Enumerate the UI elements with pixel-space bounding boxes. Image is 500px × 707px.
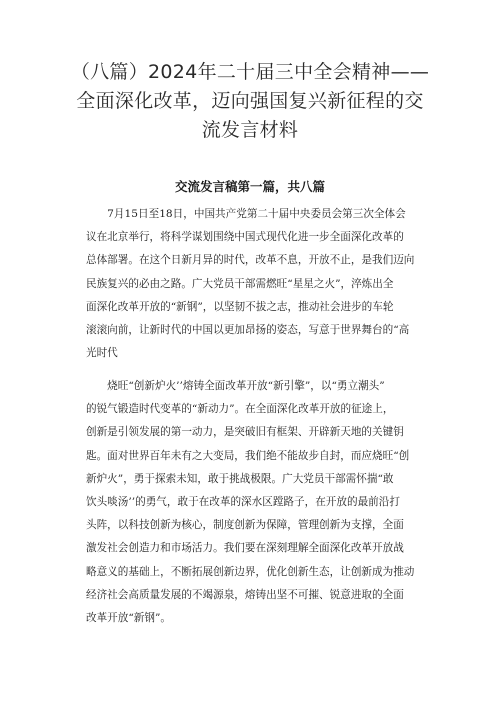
title-line-1: （八篇）2024年二十届三中全会精神—— (70, 61, 430, 83)
paragraph-line: 改革开放“新钢”。 (86, 612, 171, 625)
paragraph-line: 7月15日至18日，中国共产党第二十届中央委员会第三次全体会 (86, 208, 406, 220)
paragraph-line: 饮头啖汤’’的勇气，敢于在改革的深水区蹚路子，在开放的最前沿打 (86, 496, 400, 509)
paragraph-line: 创新是引领发展的第一动力，是突破旧有框架、开辟新天地的关键钥 (86, 426, 404, 439)
paragraph-line: 民族复兴的必由之路。广大党员干部需燃旺“星星之火”，淬炼出全 (86, 277, 394, 290)
paragraph-line: 经济社会高质量发展的不竭源泉，熔铸出坚不可摧、锐意进取的全面 (86, 588, 404, 601)
paragraph-line: 烧旺“创新炉火’’熔铸全面改革开放“新引擎”，以“勇立潮头” (86, 380, 385, 392)
paragraph-line: 面深化改革开放的“新钢”，以坚韧不拔之志，推动社会进步的车轮 (86, 300, 394, 313)
paragraph-2 (86, 375, 426, 630)
paragraph-line: 新炉火”，勇于探索未知，敢于挑战极限。广大党员干部需怀揣“敢 (86, 472, 394, 485)
paragraph-line: 的锐气锻造时代变革的“新动力”。在全面深化改革开放的征途上， (86, 403, 394, 416)
paragraph-line: 头阵，以科技创新为核心，制度创新为保障，管理创新为支撑，全面 (86, 519, 404, 532)
paragraph-1 (86, 203, 426, 365)
title-line-3: 流发言材料 (201, 119, 299, 141)
paragraph-line: 滚滚向前，让新时代的中国以更加昂扬的姿态，写意于世界舞台的“高 (86, 324, 410, 337)
section-subtitle: 交流发言稿第一篇，共八篇 (174, 179, 325, 194)
title-line-2: 全面深化改革，迈向强国复兴新征程的交 (76, 90, 424, 112)
paragraph-line: 匙。面对世界百年未有之大变局，我们绝不能故步自封，而应烧旺“创 (86, 449, 410, 462)
paragraph-line: 光时代 (86, 347, 118, 360)
paragraph-line: 总体部署。在这个日新月异的时代，改革不息，开放不止，是我们迈向 (86, 254, 415, 267)
paragraph-line: 略意义的基础上，不断拓展创新边界，优化创新生态，让创新成为推动 (86, 565, 415, 578)
document-title (70, 58, 430, 145)
paragraph-line: 议在北京举行，将科学谋划围绕中国式现代化进一步全面深化改革的 (86, 231, 404, 244)
paragraph-line: 激发社会创造力和市场活力。我们要在深刻理解全面深化改革开放战 (86, 542, 404, 555)
